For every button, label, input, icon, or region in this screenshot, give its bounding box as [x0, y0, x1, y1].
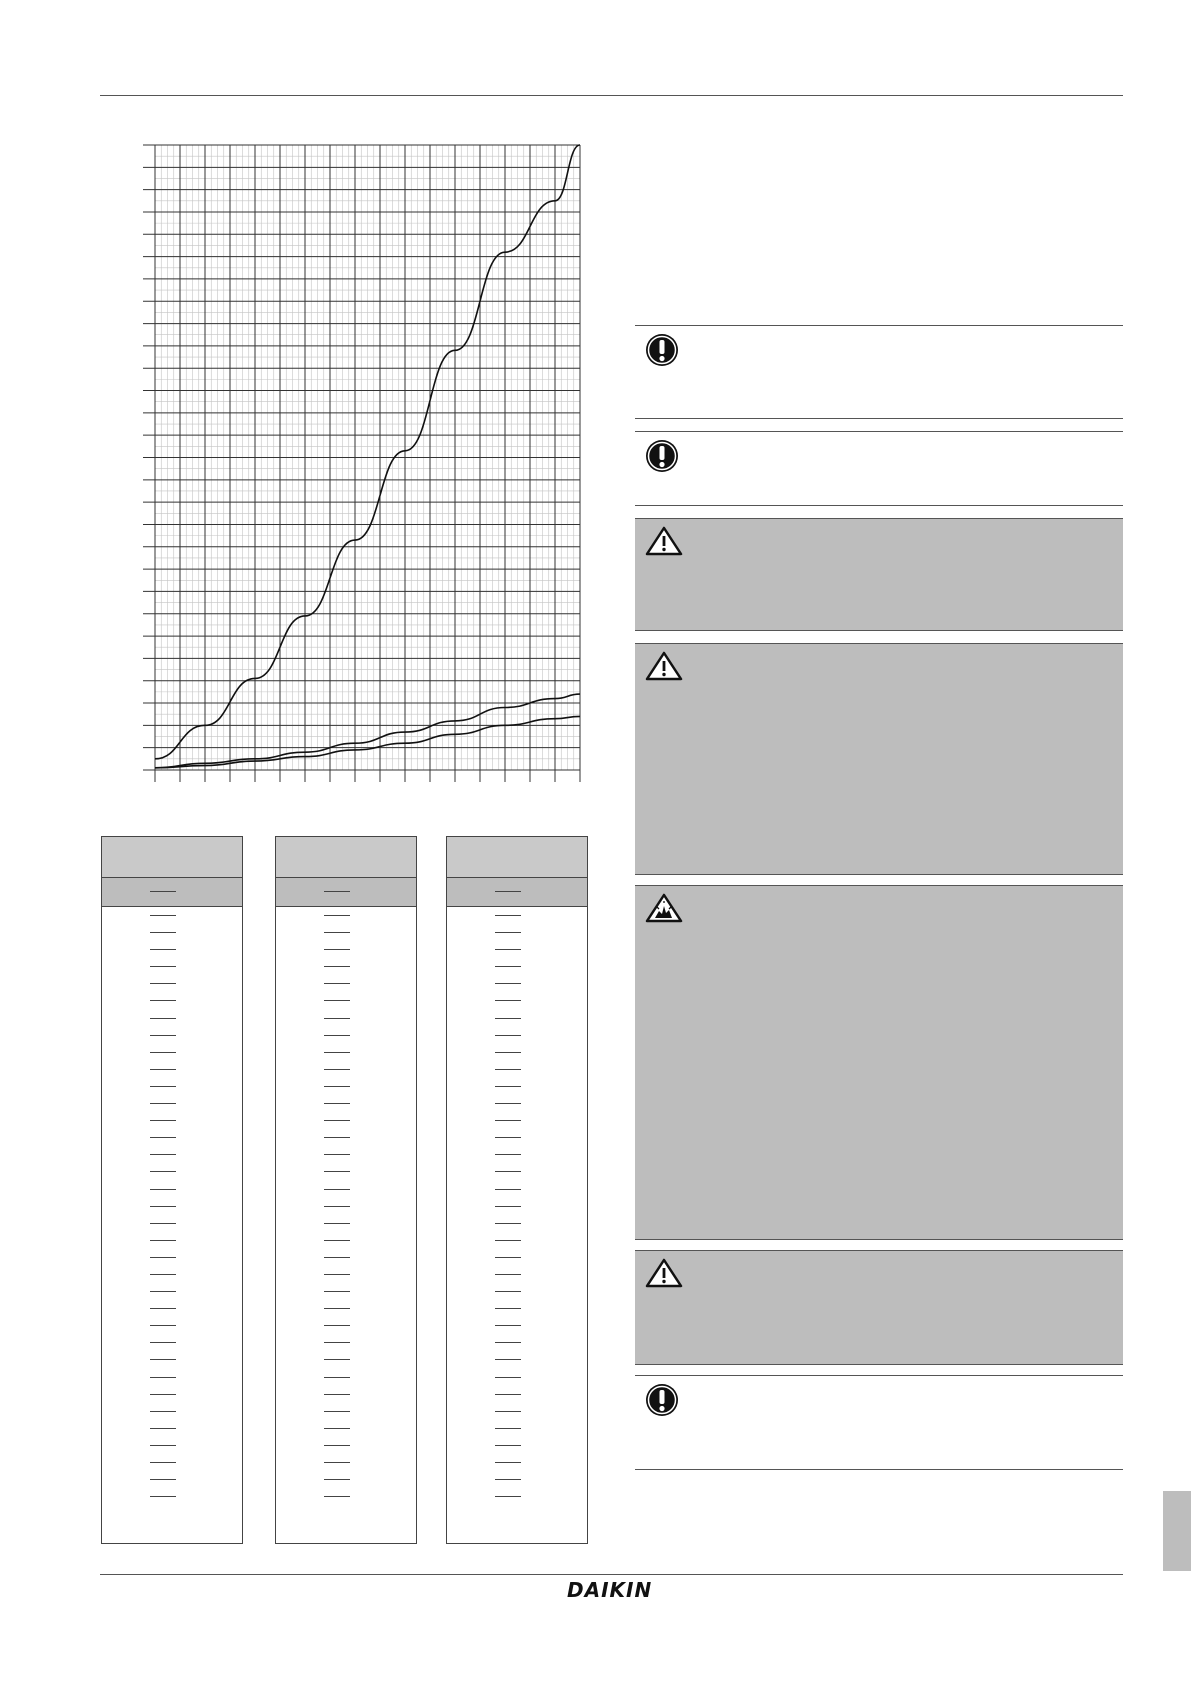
- notice-block-3: [635, 1375, 1123, 1470]
- footer-rule: [100, 1574, 1123, 1575]
- table-row: [447, 975, 587, 992]
- table-row: [447, 1232, 587, 1249]
- caution-block-1: [635, 518, 1123, 631]
- section-tab: [1163, 1491, 1191, 1571]
- table-row: [102, 1420, 242, 1437]
- table-row: [447, 1129, 587, 1146]
- table-row: [102, 1471, 242, 1488]
- table-row: [276, 1317, 416, 1334]
- table-row: [102, 992, 242, 1009]
- table-row: [102, 1061, 242, 1078]
- table-row: [276, 1078, 416, 1095]
- table-row: [102, 1386, 242, 1403]
- table-row: [447, 1027, 587, 1044]
- table-row: [276, 941, 416, 958]
- table-row: [102, 958, 242, 975]
- table-row: [102, 1095, 242, 1112]
- table-subheader: [276, 878, 416, 907]
- warning-triangle-icon: [645, 526, 683, 556]
- table-row: [276, 1146, 416, 1163]
- table-row: [447, 1300, 587, 1317]
- table-row: [276, 1232, 416, 1249]
- table-row: [447, 1334, 587, 1351]
- table-row: [102, 1198, 242, 1215]
- table-row: [447, 1454, 587, 1471]
- table-row: [276, 1386, 416, 1403]
- table-row: [276, 1488, 416, 1505]
- table-row: [447, 1317, 587, 1334]
- table-row: [102, 1488, 242, 1505]
- table-row: [447, 1044, 587, 1061]
- table-row: [102, 1232, 242, 1249]
- exclamation-icon: [645, 1383, 679, 1417]
- table-row: [447, 1112, 587, 1129]
- table-row: [447, 992, 587, 1009]
- notice-block-1: [635, 325, 1123, 419]
- table-subheader: [447, 878, 587, 907]
- table-row: [447, 924, 587, 941]
- caution-block-3: [635, 1250, 1123, 1365]
- table-row: [276, 1266, 416, 1283]
- table-row: [102, 1181, 242, 1198]
- table-row: [102, 1163, 242, 1180]
- table-row: [102, 1266, 242, 1283]
- daikin-logo: DAIKIN: [567, 1578, 653, 1602]
- data-table-3: [446, 836, 588, 1544]
- data-table-1: [101, 836, 243, 1544]
- table-row: [276, 992, 416, 1009]
- table-row: [276, 1300, 416, 1317]
- table-row: [447, 1351, 587, 1368]
- table-row: [276, 1334, 416, 1351]
- table-row: [276, 1471, 416, 1488]
- table-row: [276, 1369, 416, 1386]
- table-row: [276, 924, 416, 941]
- table-row: [276, 1181, 416, 1198]
- table-row: [276, 1112, 416, 1129]
- table-row: [102, 1300, 242, 1317]
- table-row: [276, 958, 416, 975]
- table-row: [447, 1437, 587, 1454]
- table-row: [276, 1437, 416, 1454]
- warning-triangle-icon: [645, 1258, 683, 1288]
- table-row: [276, 1163, 416, 1180]
- table-row: [102, 1249, 242, 1266]
- table-row: [447, 1095, 587, 1112]
- table-row: [102, 1283, 242, 1300]
- table-row: [447, 907, 587, 924]
- table-row: [447, 1010, 587, 1027]
- table-row: [447, 958, 587, 975]
- table-row: [102, 1146, 242, 1163]
- table-row: [276, 1044, 416, 1061]
- table-row: [447, 1471, 587, 1488]
- table-row: [102, 1215, 242, 1232]
- table-row: [102, 1010, 242, 1027]
- table-row: [102, 975, 242, 992]
- header-rule: [100, 95, 1123, 96]
- table-row: [276, 1249, 416, 1266]
- notice-block-2: [635, 431, 1123, 506]
- table-row: [276, 1027, 416, 1044]
- explosion-risk-icon: [645, 893, 683, 923]
- exclamation-icon: [645, 333, 679, 367]
- danger-block: [635, 885, 1123, 1240]
- table-rows: [447, 907, 587, 1505]
- table-row: [102, 924, 242, 941]
- table-rows: [276, 907, 416, 1505]
- data-table-2: [275, 836, 417, 1544]
- table-row: [276, 1198, 416, 1215]
- table-row: [447, 1215, 587, 1232]
- table-row: [102, 941, 242, 958]
- table-row: [276, 1215, 416, 1232]
- table-row: [276, 975, 416, 992]
- table-row: [102, 1351, 242, 1368]
- table-row: [447, 1283, 587, 1300]
- table-row: [447, 1266, 587, 1283]
- table-row: [102, 1044, 242, 1061]
- table-row: [102, 1129, 242, 1146]
- caution-block-2: [635, 643, 1123, 875]
- table-row: [102, 1112, 242, 1129]
- table-row: [447, 1386, 587, 1403]
- table-row: [276, 907, 416, 924]
- table-header: [447, 837, 587, 878]
- table-row: [447, 1488, 587, 1505]
- table-row: [276, 1095, 416, 1112]
- table-row: [447, 1249, 587, 1266]
- exclamation-icon: [645, 439, 679, 473]
- table-row: [102, 1454, 242, 1471]
- table-row: [276, 1351, 416, 1368]
- table-row: [447, 1369, 587, 1386]
- table-row: [276, 1454, 416, 1471]
- table-row: [276, 1403, 416, 1420]
- warning-triangle-icon: [645, 651, 683, 681]
- table-row: [276, 1283, 416, 1300]
- table-row: [276, 1061, 416, 1078]
- table-row: [276, 1420, 416, 1437]
- table-header: [102, 837, 242, 878]
- table-row: [102, 907, 242, 924]
- table-row: [102, 1403, 242, 1420]
- table-row: [447, 1061, 587, 1078]
- table-row: [447, 1198, 587, 1215]
- table-header: [276, 837, 416, 878]
- table-rows: [102, 907, 242, 1505]
- table-row: [447, 1078, 587, 1095]
- table-row: [276, 1129, 416, 1146]
- table-row: [102, 1317, 242, 1334]
- table-row: [447, 941, 587, 958]
- table-row: [102, 1334, 242, 1351]
- table-row: [102, 1369, 242, 1386]
- table-subheader: [102, 878, 242, 907]
- table-row: [447, 1403, 587, 1420]
- table-row: [447, 1146, 587, 1163]
- table-row: [447, 1181, 587, 1198]
- table-row: [276, 1010, 416, 1027]
- table-row: [447, 1163, 587, 1180]
- line-chart: [100, 140, 590, 790]
- table-row: [447, 1420, 587, 1437]
- table-row: [102, 1027, 242, 1044]
- table-row: [102, 1078, 242, 1095]
- table-row: [102, 1437, 242, 1454]
